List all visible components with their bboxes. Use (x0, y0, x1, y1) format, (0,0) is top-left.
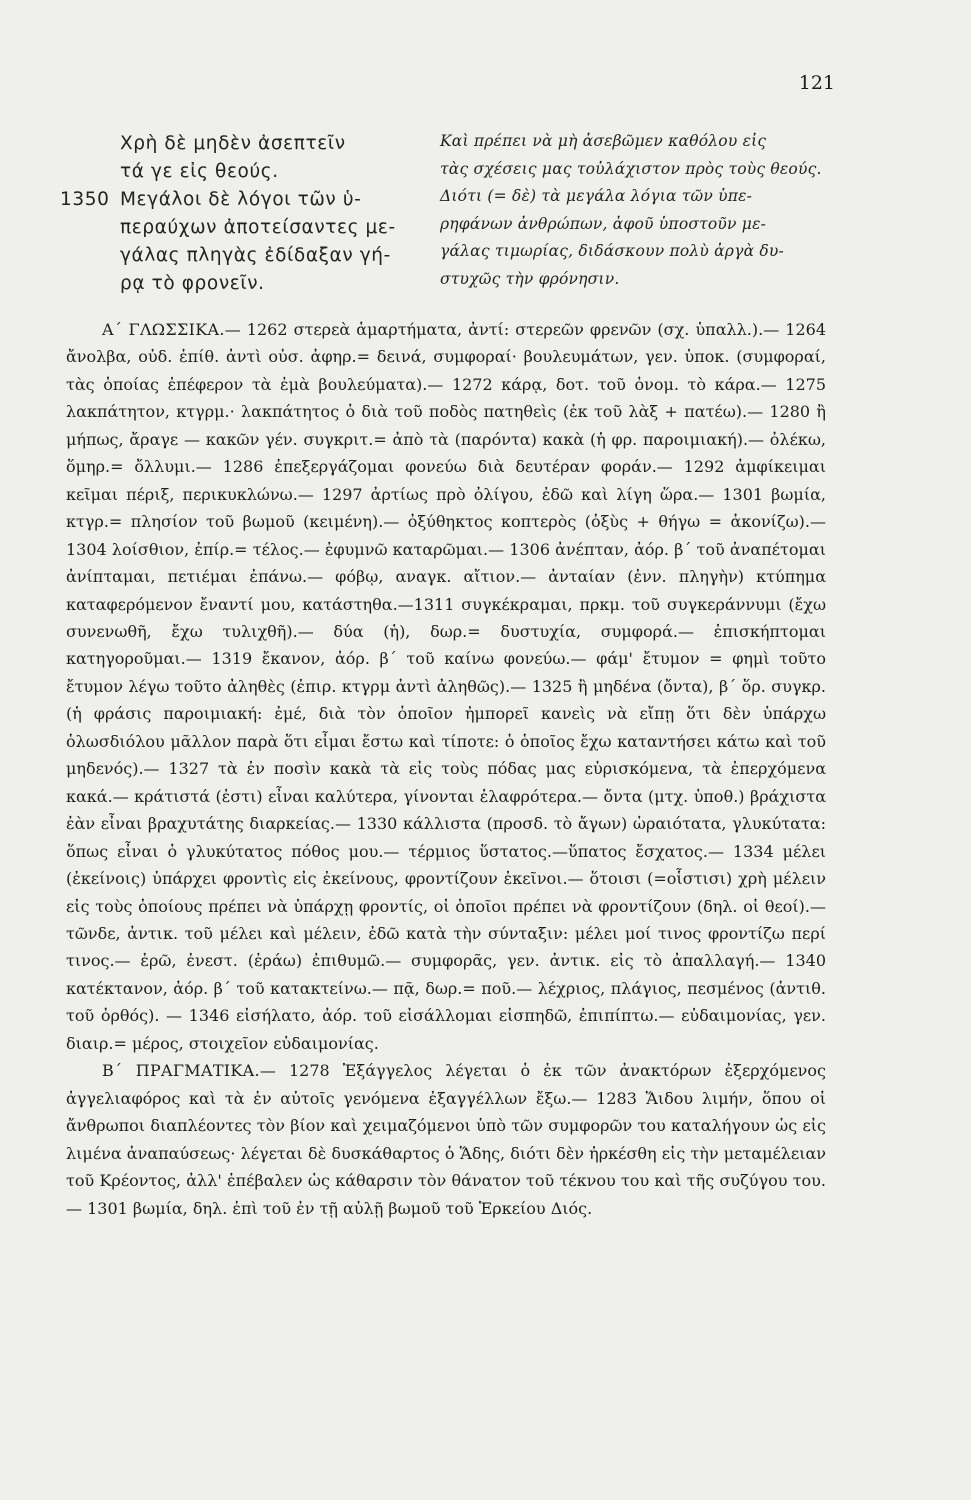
verse-line-text: Χρὴ δὲ μηδὲν ἀσεπτεῖν (120, 133, 346, 154)
verse-line (60, 158, 420, 186)
verse-line-text: περαύχων ἀποτείσαντες με- (120, 217, 396, 238)
page-number: 121 (798, 72, 835, 94)
translation-line: ρηφάνων ἀνθρώπων, ἀφοῦ ὑποστοῦν με- (440, 214, 767, 233)
translation-text (440, 128, 835, 293)
section-body: — 1278 Ἐξάγγελος λέγεται ὁ ἐκ τῶν ἀνακτόρων ἐξερχόμενος ἀγγελιαφόρος καὶ τὰ ἐν αὐτοῖς γενόμενα ἐξαγγέλλων ἔξω.— 1283 Ἅιδου λιμήν, ὅπου οἱ ἄνθρωποι διαπλέοντες τὸν βίον καὶ χειμαζόμενοι ὑπὸ τῶν συμφορῶν του καταλήγουν ὡς εἰς λιμένα ἀναπαύσεως· λέγεται δὲ δυσκάθαρτος ὁ Ἅδης, διότι δὲν ἠρκέσθη εἰς τὴν μεταμέλειαν τοῦ Κρέοντος, ἀλλ' ἐπέβαλεν ὡς κάθαρσιν τὸν θάνατον τοῦ τέκνου του καὶ τῆς συζύγου του.— 1301 βωμία, δηλ. ἐπὶ τοῦ ἐν τῇ αὐλῇ βωμοῦ τοῦ Ἑρκείου Διός. (66, 1061, 826, 1218)
section-body: — 1262 στερεὰ ἁμαρτήματα, ἀντί: στερεῶν φρενῶν (σχ. ὑπαλλ.).— 1264 ἄνολβα, οὐδ. ἐπίθ. ἀντὶ οὐσ. ἀφηρ.= δεινά, συμφοραί· βουλευμάτων, γεν. ὑποκ. (συμφοραί, τὰς ὁποίας ἐπέφερον τὰ ἐμὰ βουλεύματα).— 1272 κάρᾳ, δοτ. τοῦ ὀνομ. τὸ κάρα.— 1275 λακπάτητον, κτγρμ.· λακπάτητος ὁ διὰ τοῦ ποδὸς πατηθεὶς (ἐκ τοῦ λὰξ + πατέω).— 1280 ἢ μήπως, ἄραγε — κακῶν γέν. συγκριτ.= ἀπὸ τὰ (παρόντα) κακὰ (ἡ φρ. παροιμιακή).— ὀλέκω, ὅμηρ.= ὄλλυμι.— 1286 ἐπεξεργάζομαι φονεύω διὰ δευτέραν φοράν.— 1292 ἀμφίκειμαι κεῖμαι πέριξ, περικυκλώνω.— 1297 ἀρτίως πρὸ ὀλίγου, ἐδῶ καὶ λίγη ὥρα.— 1301 βωμία, κτγρ.= πλησίον τοῦ βωμοῦ (κειμένη).— ὀξύθηκτος κοπτερὸς (ὀξὺς + θήγω = ἀκονίζω).— 1304 λοίσθιον, ἐπίρ.= τέλος.— ἐφυμνῶ καταρῶμαι.— 1306 ἀνέπταν, ἀόρ. β΄ τοῦ ἀναπέτομαι ἀνίπταμαι, πετιέμαι ἐπάνω.— φόβῳ, αναγκ. αἴτιον.— ἀνταίαν (ἐνν. πληγὴν) κτύπημα καταφερόμενον ἔναντί μου, κατάστηθα.—1311 συγκέκραμαι, πρκμ. τοῦ συγκεράννυμι (ἔχω συνενωθῆ, ἔχω τυλιχθῆ).— δύα (ἡ), δωρ.= δυστυχία, συμφορά.— ἐπισκήπτομαι κατηγοροῦμαι.— 1319 ἔκανον, ἀόρ. β΄ τοῦ καίνω φονεύω.— φάμ' ἔτυμον = φημὶ τοῦτο ἔτυμον λέγω τοῦτο ἀληθὲς (ἐπιρ. κτγρμ ἀντὶ ἀληθῶς).— 1325 ἢ μηδένα (ὄντα), β΄ ὅρ. συγκρ. (ἡ φράσις παροιμιακή: ἐμέ, διὰ τὸν ὁποῖον ἠμπορεῖ κανεὶς νὰ εἴπῃ ὅτι δὲν ὑπάρχω ὁλωσδιόλου μᾶλλον παρὰ ὅτι εἶμαι ἔστω καὶ τίποτε: ὁ ὁποῖος ἔχω καταντήσει κάτω καὶ τοῦ μηδενός).— 1327 τὰ ἐν ποσὶν κακὰ τὰ εἰς τοὺς πόδας μας εὑρισκόμενα, τὰ ἐπερχόμενα κακά.— κράτιστά (ἐστι) εἶναι καλύτερα, γίνονται ἐλαφρότερα.— ὄντα (μτχ. ὑποθ.) βράχιστα ἐὰν εἶναι βραχυτάτης διαρκείας.— 1330 κάλλιστα (προσδ. τὸ ἄγων) ὡραιότατα, γλυκύτατα: ὅπως εἶναι ὁ γλυκύτατος πόθος μου.— τέρμιος ὕστατος.—ὕπατος ἔσχατος.— 1334 μέλει (ἐκείνοις) ὑπάρχει φροντὶς εἰς ἐκείνους, φροντίζουν ἐκεῖνοι.— ὅτοισι (=οἷστισι) χρὴ μέλειν εἰς τοὺς ὁποίους πρέπει νὰ ὑπάρχῃ φροντίς, οἱ ὁποῖοι πρέπει νὰ φροντίζουν (δηλ. οἱ θεοί).— τῶνδε, ἀντικ. τοῦ μέλει καὶ μέλειν, ἐδῶ κατὰ τὴν σύνταξιν: μέλει μοί τινος φροντίζω περί τινος.— ἐρῶ, ἐνεστ. (ἐράω) ἐπιθυμῶ.— συμφορᾶς, γεν. ἀντικ. εἰς τὸ ἀπαλλαγή.— 1340 κατέκτανον, ἀόρ. β΄ τοῦ κατακτείνω.— πᾷ, δωρ.= ποῦ.— λέχριος, πλάγιος, πεσμένος (ἀντιθ. τοῦ ὀρθός). — 1346 εἰσήλατο, ἀόρ. τοῦ εἰσάλλομαι εἰσπηδῶ, ἐπιπίπτω.— εὐδαιμονίας, γεν. διαιρ.= μέρος, στοιχεῖον εὐδαιμονίας. (66, 320, 827, 1053)
verse-line-text: Μεγάλοι δὲ λόγοι τῶν ὑ- (120, 189, 362, 210)
translation-line: Διότι (= δὲ) τὰ μεγάλα λόγια τῶν ὑπε- (440, 187, 753, 205)
notes-section-factual (66, 1057, 826, 1222)
translation-line: στυχῶς τὴν φρόνησιν. (440, 269, 620, 288)
verse-line-text: γάλας πληγὰς ἐδίδαξαν γή- (120, 245, 391, 266)
verse-line (60, 270, 420, 298)
verse-line-text: τά γε εἰς θεούς. (120, 161, 279, 182)
verse-line-text: ρᾳ τὸ φρονεῖν. (120, 273, 265, 294)
translation-line: τὰς σχέσεις μας τοὐλάχιστον πρὸς τοὺς θεούς. (440, 159, 822, 178)
translation-line: Καὶ πρέπει νὰ μὴ ἀσεβῶμεν καθόλου εἰς (440, 132, 767, 150)
notes-section-linguistic (66, 316, 826, 1057)
verse-line (60, 186, 420, 214)
section-heading: Α΄ ΓΛΩΣΣΙΚΑ. (102, 320, 225, 339)
verse-line (60, 130, 420, 158)
section-heading: Β΄ ΠΡΑΓΜΑΤΙΚΑ. (102, 1061, 260, 1081)
verse-line (60, 242, 420, 270)
verse-line (60, 214, 420, 242)
commentary-notes (66, 316, 826, 1222)
translation-line: γάλας τιμωρίας, διδάσκουν πολὺ ἀργὰ δυ- (440, 242, 784, 260)
verse-text (60, 130, 420, 298)
line-number: 1350 (60, 189, 110, 210)
